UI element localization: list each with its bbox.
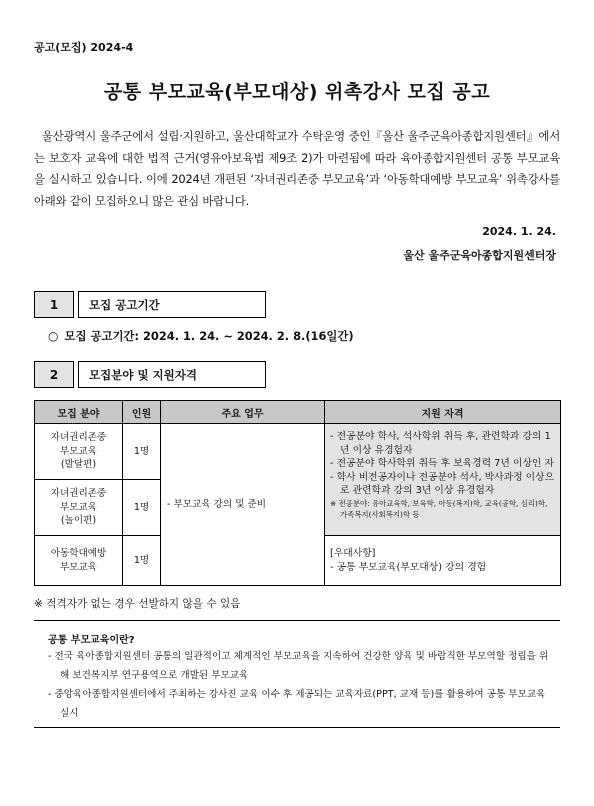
header-field: 모집 분야 <box>35 401 123 424</box>
section-2-header <box>34 361 266 388</box>
qualification-note: ※ 전공분야: 유아교육학, 보육학, 아동(복지)학, 교육(공학, 심리)학, 가족복지(사회복지)학 등 <box>330 498 548 519</box>
field-name: 아동학대예방 <box>50 548 107 559</box>
header-count: 인원 <box>123 401 161 424</box>
circle-bullet-icon: ○ <box>48 329 59 343</box>
notice-number: 공고(모집) 2024-4 <box>34 41 134 54</box>
field-subtitle: (놀이편) <box>60 515 97 527</box>
info-item: - 중앙육아종합지원센터에서 주최하는 강사진 교육 이수 후 제공되는 교육자료(PPT, 교재 등)를 활용하여 공통 부모교육 실시 <box>48 689 546 719</box>
recruitment-period <box>48 328 354 344</box>
preference-cell <box>325 536 561 586</box>
qualification-item: - 학사 비전공자이나 전공분야 석사, 박사과정 이상으로 관련학과 강의 3년 이상 유경험자 <box>330 471 555 496</box>
header-duty: 주요 업무 <box>161 401 325 424</box>
count-cell: 1명 <box>123 424 161 480</box>
recruitment-table <box>34 400 561 586</box>
count-cell: 1명 <box>123 536 161 586</box>
intro-paragraph: 울산광역시 울주군에서 설립·지원하고, 울산대학교가 수탁운영 중인『울산 울주군육아종합지원센터』에서는 보호자 교육에 대한 법적 근거(영유아보육법 제9조 2)가 마련됨에 따라 육아종합지원센터 공통 부모교육을 실시하고 있습니다. 이에 2024년 개편된 ‘자녀권리존중 부모교육’과 ‘아동학대예방 부모교육’ 위촉강사를 아래와 같이 모집하오니 많은 관심 바랍니다. <box>34 129 560 208</box>
qualification-cell <box>325 424 561 536</box>
section-2-number: 2 <box>34 361 74 388</box>
field-cell <box>35 480 123 536</box>
table-header-row <box>35 401 561 424</box>
period-text: 모집 공고기간: 2024. 1. 24. ~ 2024. 2. 8.(16일간) <box>64 329 354 343</box>
field-cell <box>35 424 123 480</box>
count-cell: 1명 <box>123 480 161 536</box>
field-name: 자녀권리존중 <box>50 432 107 444</box>
section-1-header <box>34 291 266 318</box>
preference-item: - 공통 부모교육(부모대상) 강의 경험 <box>330 561 487 573</box>
section-1-number: 1 <box>34 291 74 318</box>
notice-date: 2024. 1. 24. <box>482 225 556 238</box>
field-name: 부모교육 <box>59 445 98 457</box>
qualification-item: - 전공분야 학사학위 취득 후 보육경력 7년 이상인 자 <box>330 458 554 469</box>
info-box <box>34 620 560 728</box>
field-name: 자녀권리존중 <box>50 488 107 500</box>
qualification-item: - 전공분야 학사, 석사학위 취득 후, 관련학과 강의 1년 이상 유경험자 <box>330 431 551 456</box>
info-item: - 전국 육아종합지원센터 공통의 일관적이고 체계적인 부모교육을 지속하여 건강한 양육 및 바람직한 부모역할 정립을 위해 보건복지부 연구용역으로 개발된 부모교육 <box>48 651 549 681</box>
section-2-title: 모집분야 및 지원자격 <box>78 361 266 388</box>
field-name: 부모교육 <box>59 501 98 513</box>
selection-footnote: ※ 적격자가 없는 경우 선발하지 않을 수 있음 <box>34 598 241 610</box>
field-cell <box>35 536 123 586</box>
organization-name: 울산 울주군육아종합지원센터장 <box>403 249 556 262</box>
header-qualification: 지원 자격 <box>325 401 561 424</box>
duty-cell: - 부모교육 강의 및 준비 <box>161 424 325 586</box>
table-row <box>35 424 561 480</box>
field-name: 부모교육 <box>59 561 98 573</box>
preference-title: [우대사항] <box>330 548 376 559</box>
field-subtitle: (발달편) <box>60 459 97 471</box>
info-title: 공통 부모교육이란? <box>48 635 135 646</box>
section-1-title: 모집 공고기간 <box>78 291 266 318</box>
page-title: 공통 부모교육(부모대상) 위촉강사 모집 공고 <box>103 81 491 103</box>
